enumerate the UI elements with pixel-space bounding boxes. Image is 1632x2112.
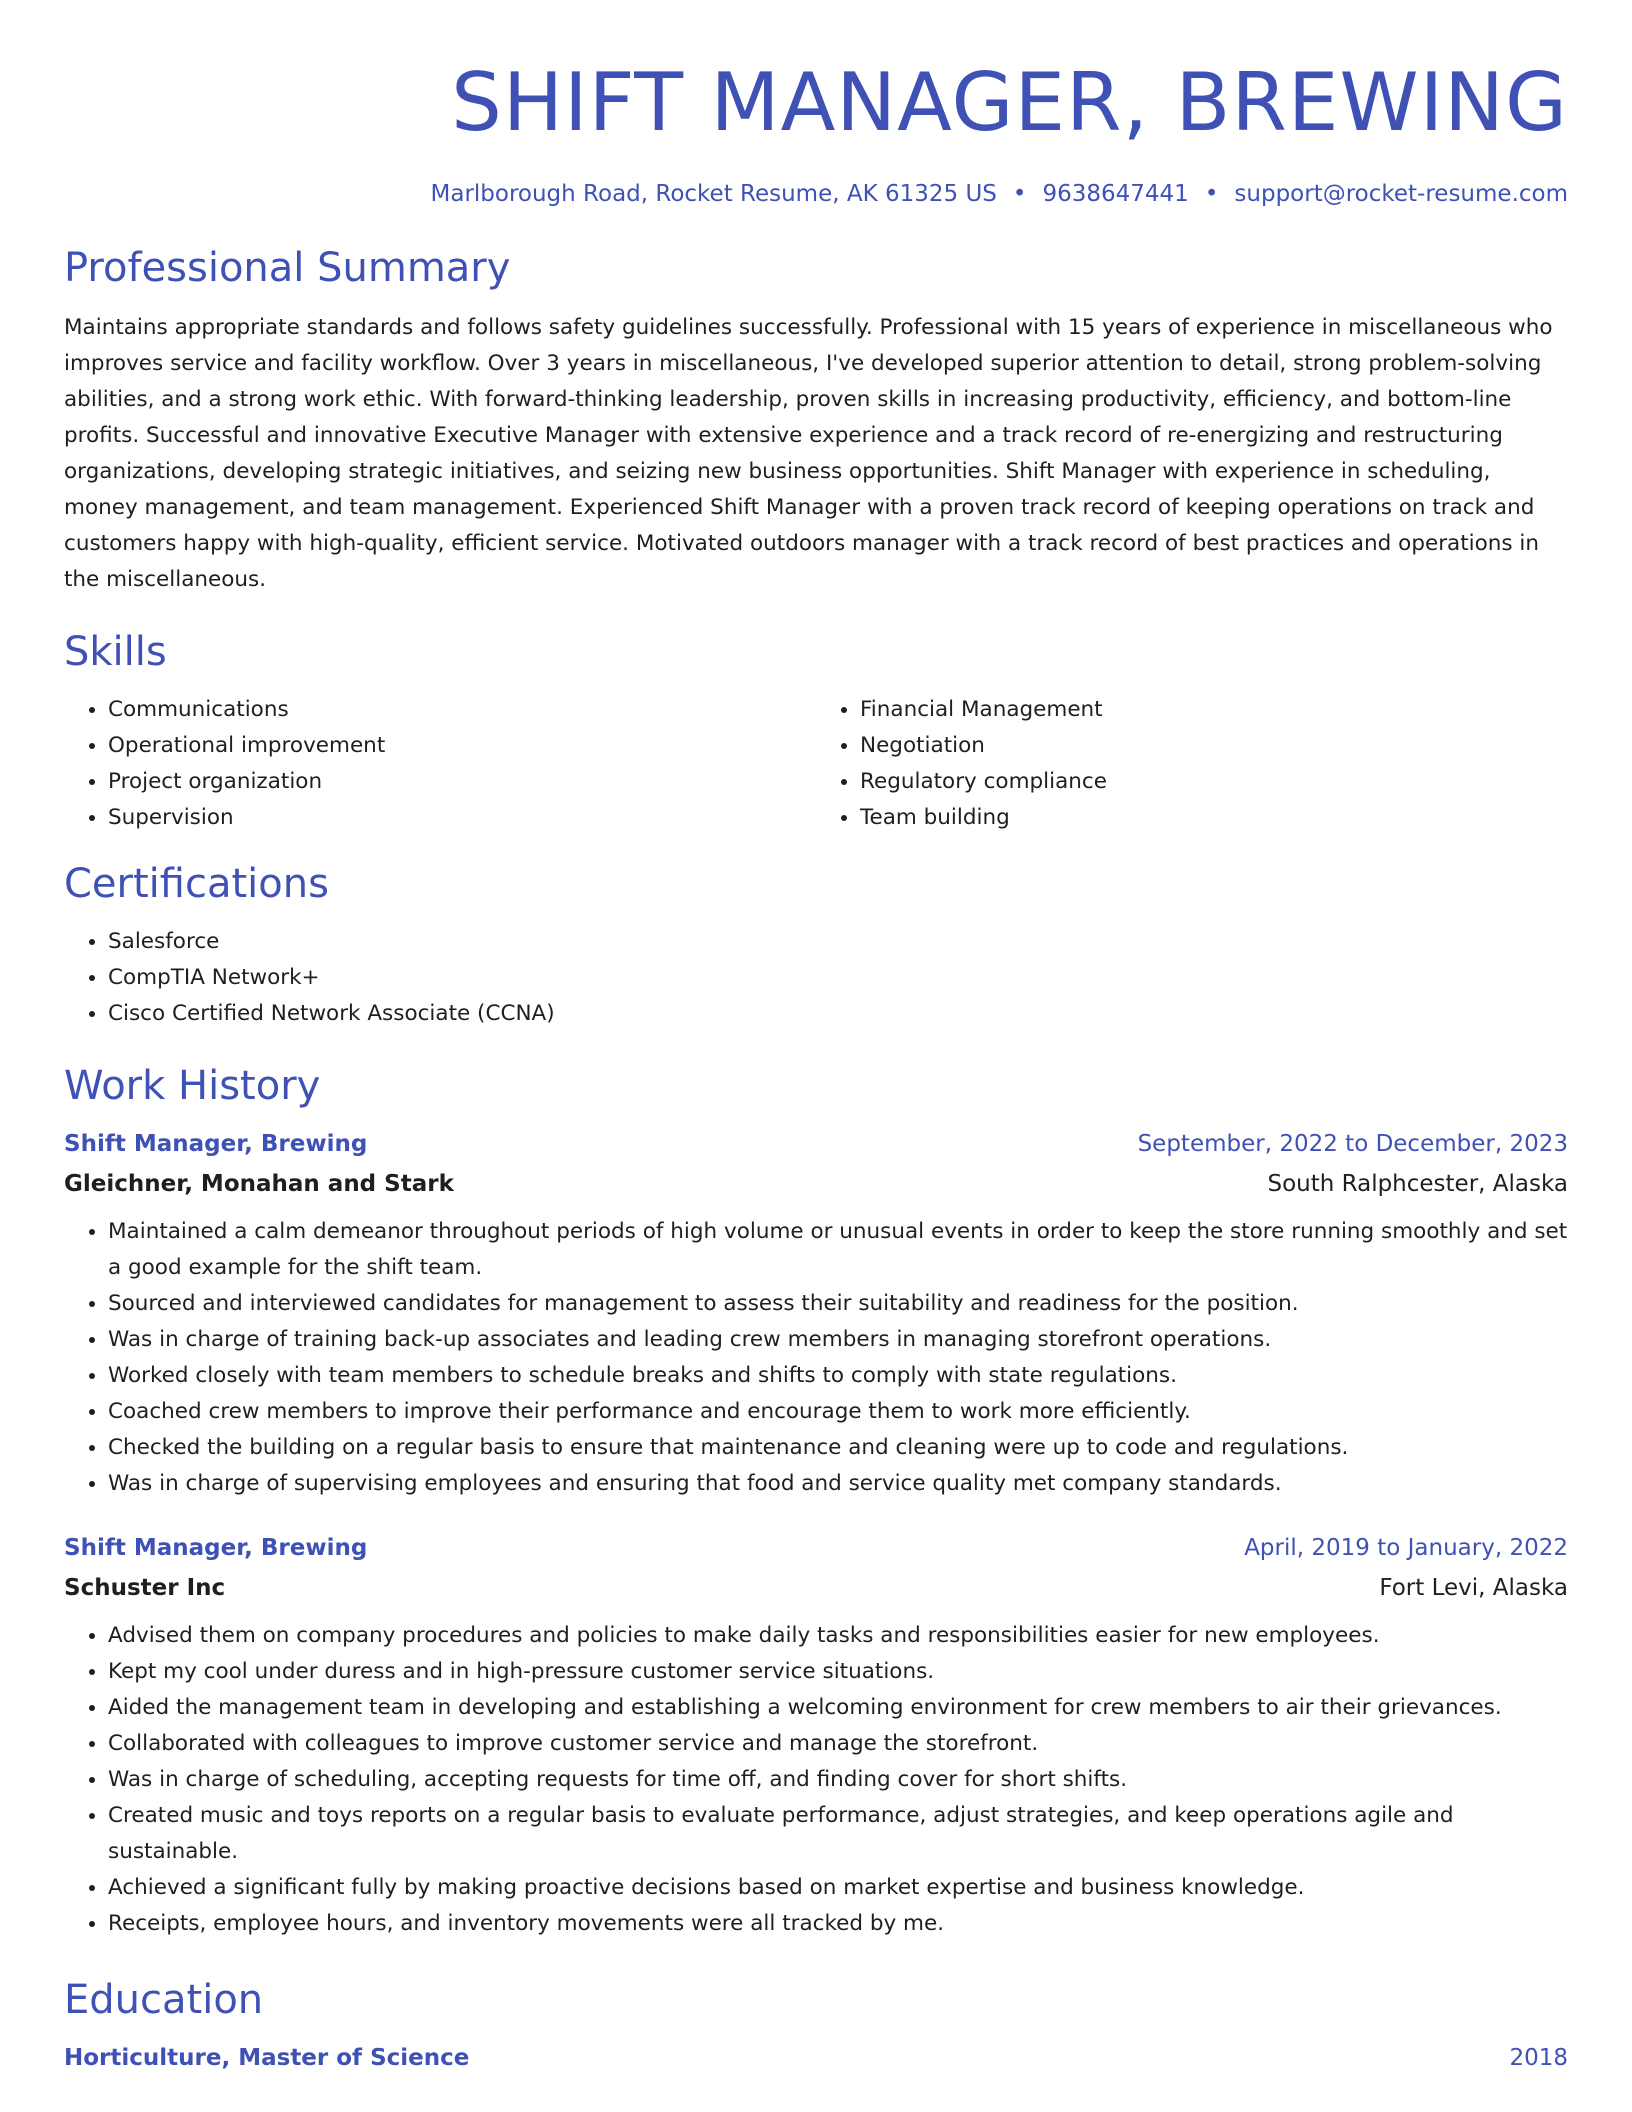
summary-text: Maintains appropriate standards and follows safety guidelines successfully. Professional with 15 years of experience in miscellaneous who improves service and facility workflow. Over 3 years in miscellaneous, I've developed superior attention to detail, strong problem-solving abilities, and a strong work ethic. With forward-thinking leadership, proven skills in increasing productivity, efficiency, and bottom-line profits. Successful and innovative Executive Manager with extensive experience and a track record of re-energizing and restructuring organizations, developing strategic initiatives, and seizing new business opportunities. Shift Manager with experience in scheduling, money management, and team management. Experienced Shift Manager with a proven track record of keeping operations on track and customers happy with high-quality, efficient service. Motivated outdoors manager with a track record of best practices and operations in the miscellaneous. (64, 315, 1553, 592)
skills-grid (64, 692, 1568, 836)
skill-item: • Supervision (108, 800, 816, 836)
certification-item: • CompTIA Network+ (108, 960, 1568, 996)
section-title-summary: Professional Summary (64, 245, 511, 291)
job-bullets (64, 1214, 1568, 1502)
job-dates: September, 2022 to December, 2023 (1137, 1131, 1568, 1157)
resume-header (64, 0, 1568, 211)
job-company-row (64, 1164, 1568, 1204)
job-title: Shift Manager, Brewing (64, 1535, 368, 1561)
skill-item: • Project organization (108, 764, 816, 800)
email-link[interactable]: support@rocket-resume.com (1234, 181, 1568, 207)
skills-list-left (64, 692, 816, 836)
skill-item: • Operational improvement (108, 728, 816, 764)
section-title-work: Work History (64, 1063, 321, 1109)
job-location: South Ralphcester, Alaska (1267, 1171, 1568, 1197)
degree: Horticulture, Master of Science (64, 2045, 470, 2071)
skills-list-right (816, 692, 1568, 836)
skill-item: • Financial Management (860, 692, 1568, 728)
skill-item: • Communications (108, 692, 816, 728)
certification-item: • Cisco Certified Network Associate (CCNA) (108, 996, 1568, 1032)
skills-section (64, 624, 1568, 836)
job-bullet: • Coached crew members to improve their performance and encourage them to work more efficiently. (108, 1394, 1568, 1430)
certifications-list (64, 924, 1568, 1032)
job-location: Fort Levi, Alaska (1379, 1575, 1568, 1601)
graduation-year: 2018 (1509, 2045, 1568, 2071)
job-bullet: • Maintained a calm demeanor throughout periods of high volume or unusual events in order to keep the store running smoothly and set a good example for the shift team. (108, 1214, 1568, 1286)
job-bullet: • Aided the management team in developing and establishing a welcoming environment for crew members to air their grievances. (108, 1690, 1568, 1726)
job-bullet: • Created music and toys reports on a regular basis to evaluate performance, adjust strategies, and keep operations agile and sustainable. (108, 1798, 1568, 1870)
job-bullets (64, 1618, 1568, 1942)
summary-section (64, 240, 1568, 598)
job-bullet: • Was in charge of supervising employees and ensuring that food and service quality met company standards. (108, 1466, 1568, 1502)
job-entry (64, 1528, 1568, 1942)
education-row (64, 2038, 1568, 2078)
work-section (64, 1058, 1568, 1942)
job-bullet: • Achieved a significant fully by making proactive decisions based on market expertise and business knowledge. (108, 1870, 1568, 1906)
company-name: Schuster Inc (64, 1575, 226, 1601)
skill-item: • Regulatory compliance (860, 764, 1568, 800)
education-section (64, 1972, 1568, 2078)
certifications-section (64, 856, 1568, 1032)
company-name: Gleichner, Monahan and Stark (64, 1171, 454, 1197)
job-title-row (64, 1124, 1568, 1164)
section-title-certifications: Certifications (64, 861, 329, 907)
job-title-row (64, 1528, 1568, 1568)
phone: 9638647441 (1042, 181, 1189, 207)
job-title: Shift Manager, Brewing (64, 1131, 368, 1157)
job-bullet: • Sourced and interviewed candidates for management to assess their suitability and readiness for the position. (108, 1286, 1568, 1322)
candidate-name: SHIFT MANAGER, BREWING (451, 56, 1568, 149)
section-title-education: Education (64, 1977, 264, 2023)
job-dates: April, 2019 to January, 2022 (1244, 1535, 1568, 1561)
separator-dot: • (1012, 181, 1027, 207)
section-title-skills: Skills (64, 629, 167, 675)
job-bullet: • Advised them on company procedures and policies to make daily tasks and responsibilities easier for new employees. (108, 1618, 1568, 1654)
job-bullet: • Checked the building on a regular basis to ensure that maintenance and cleaning were up to code and regulations. (108, 1430, 1568, 1466)
certification-item: • Salesforce (108, 924, 1568, 960)
job-company-row (64, 1568, 1568, 1608)
address: Marlborough Road, Rocket Resume, AK 61325 US (430, 181, 997, 207)
skill-item: • Negotiation (860, 728, 1568, 764)
job-bullet: • Collaborated with colleagues to improve customer service and manage the storefront. (108, 1726, 1568, 1762)
separator-dot: • (1204, 181, 1219, 207)
job-bullet: • Receipts, employee hours, and inventory movements were all tracked by me. (108, 1906, 1568, 1942)
job-bullet: • Kept my cool under duress and in high-pressure customer service situations. (108, 1654, 1568, 1690)
contact-line (64, 177, 1568, 211)
job-bullet: • Worked closely with team members to schedule breaks and shifts to comply with state regulations. (108, 1358, 1568, 1394)
job-bullet: • Was in charge of training back-up associates and leading crew members in managing storefront operations. (108, 1322, 1568, 1358)
job-entry (64, 1124, 1568, 1502)
job-bullet: • Was in charge of scheduling, accepting requests for time off, and finding cover for short shifts. (108, 1762, 1568, 1798)
skill-item: • Team building (860, 800, 1568, 836)
